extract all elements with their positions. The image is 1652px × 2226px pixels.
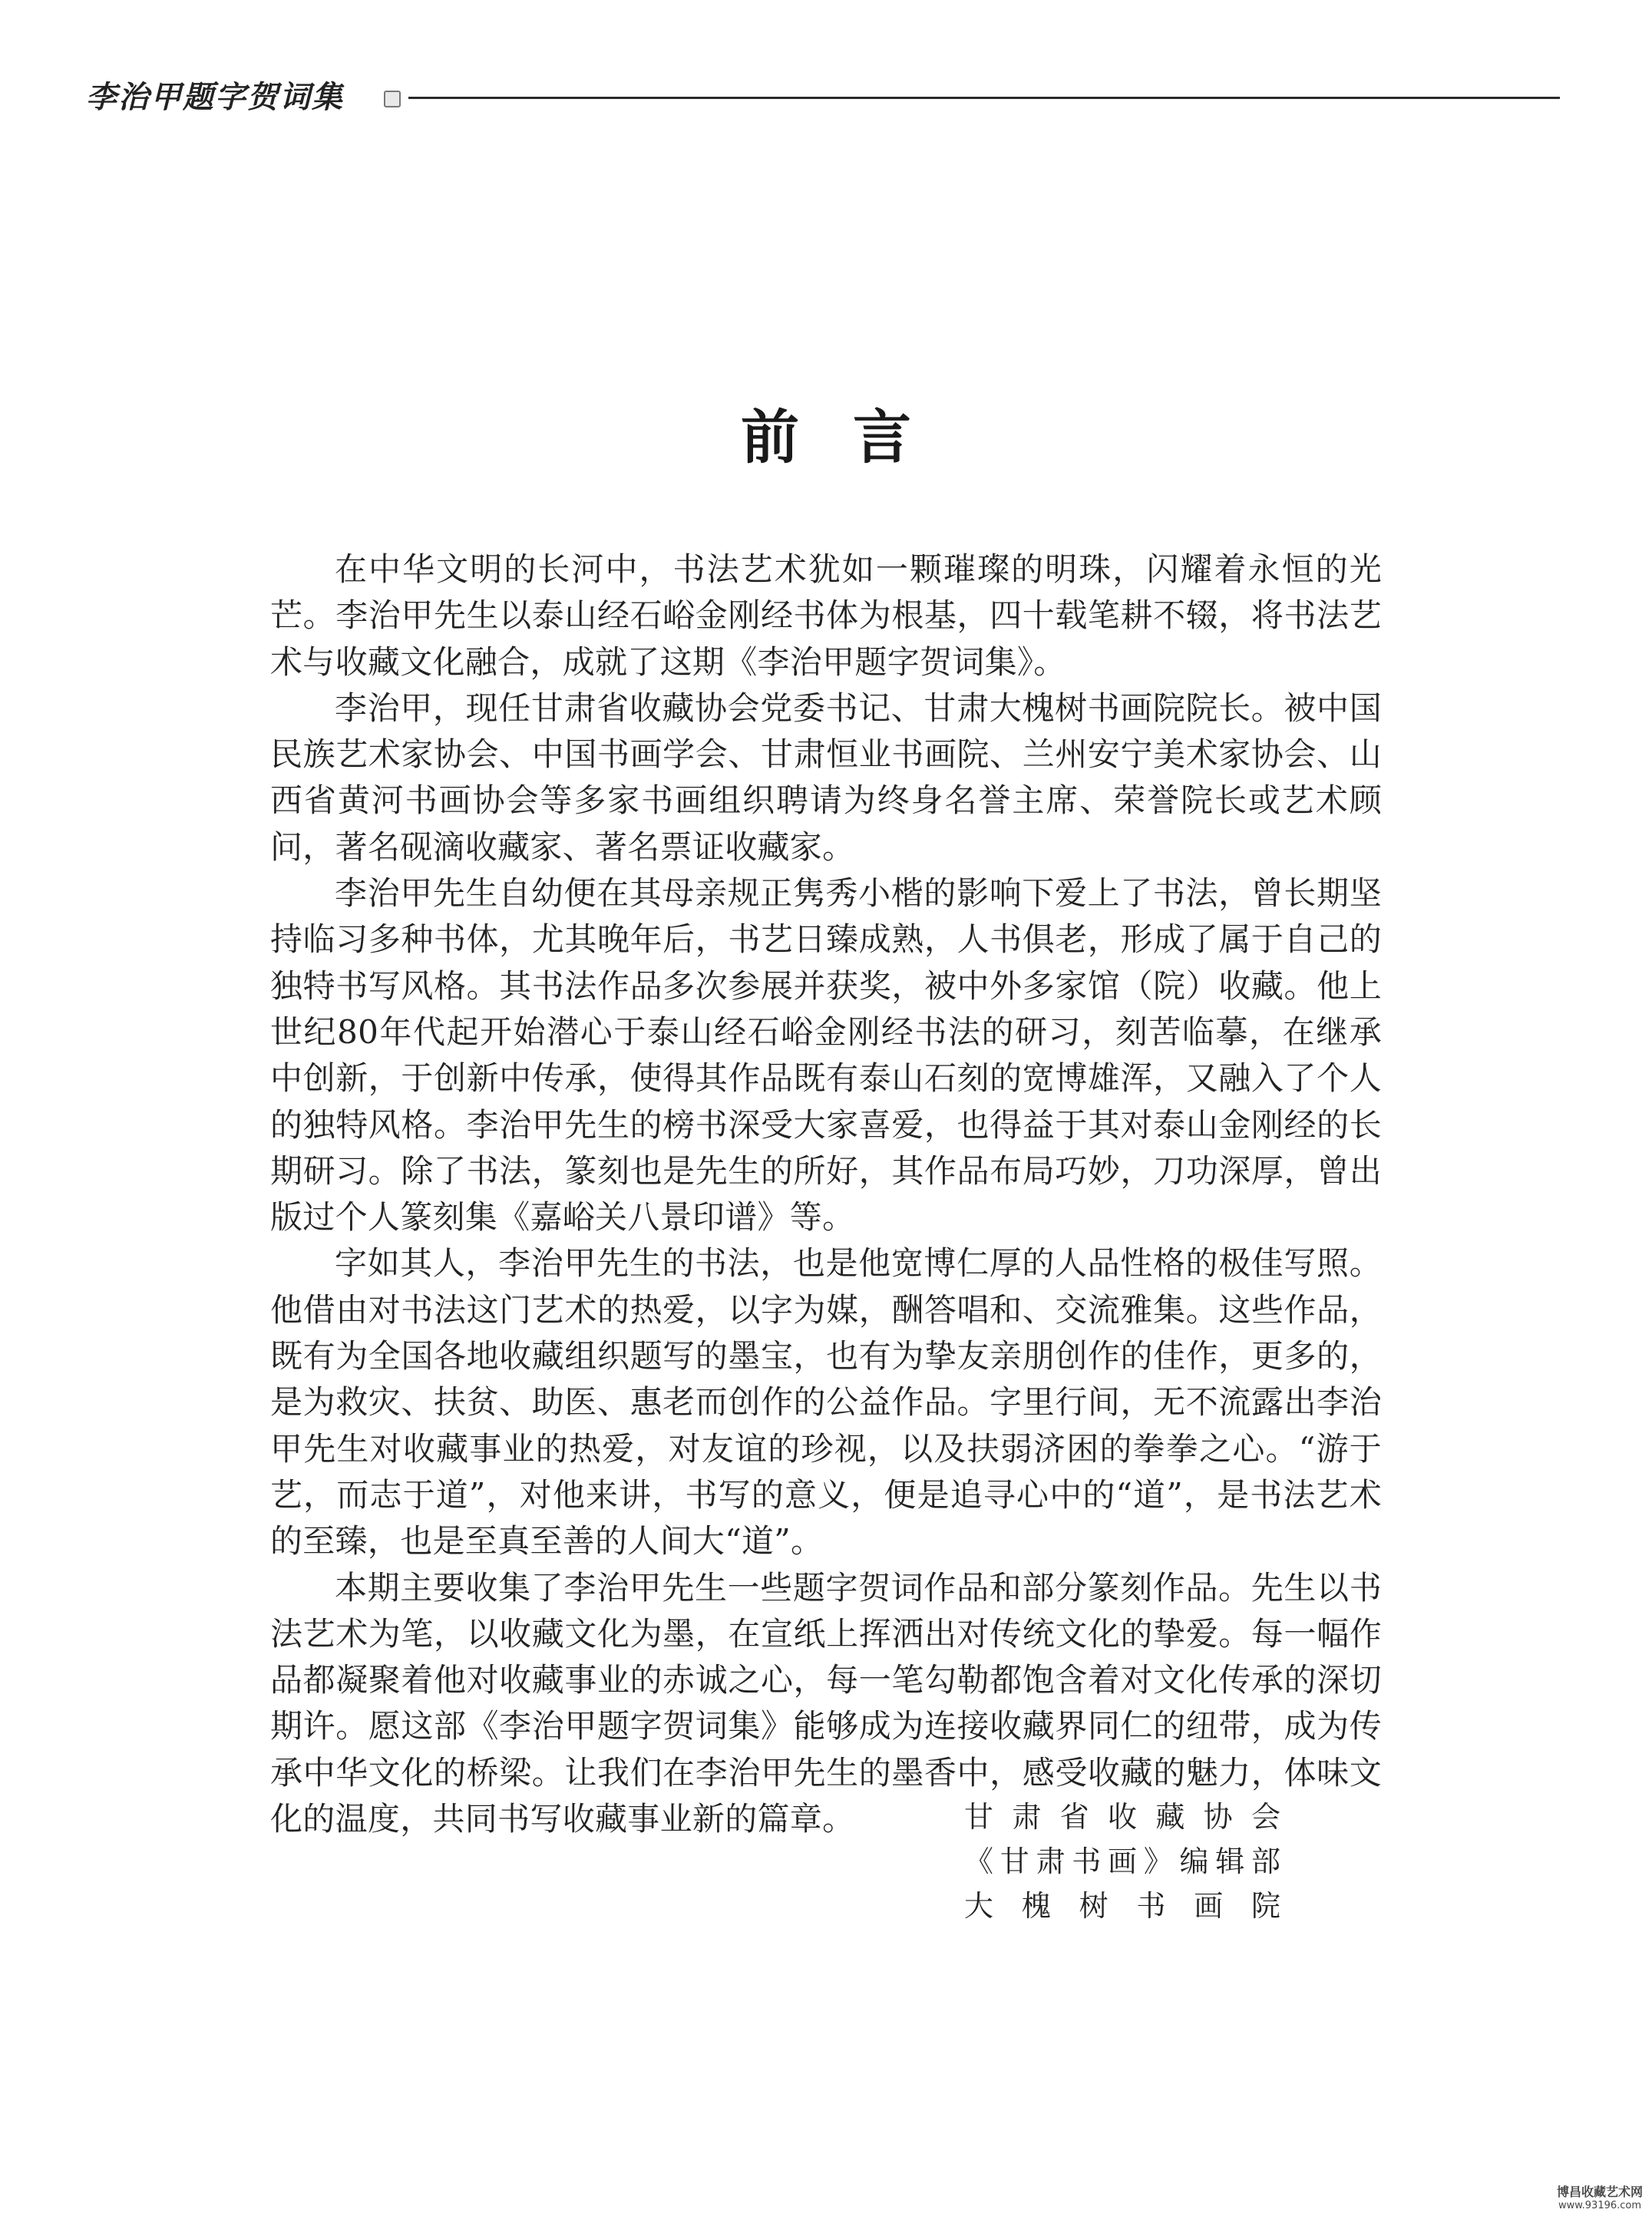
paragraph: 李治甲先生自幼便在其母亲规正隽秀小楷的影响下爱上了书法，曾长期坚持临习多种书体，尤其晚年后，书艺日臻成熟，人书俱老，形成了属于自己的独特书写风格。其书法作品多次参展并获奖，被中外多家馆（院）收藏。他上世纪80年代起开始潜心于泰山经石峪金刚经书法的研习，刻苦临摹，在继承中创新，于创新中传承，使得其作品既有泰山石刻的宽博雄浑，又融入了个人的独特风格。李治甲先生的榜书深受大家喜爱，也得益于其对泰山金刚经的长期研习。除了书法，篆刻也是先生的所好，其作品布局巧妙，刀功深厚，曾出版过个人篆刻集《嘉峪关八景印谱》等。 xyxy=(270,874,1382,1237)
signature-line: 甘肃省收藏协会 xyxy=(964,1800,1287,1834)
paragraph: 本期主要收集了李治甲先生一些题字贺词作品和部分篆刻作品。先生以书法艺术为笔，以收藏文化为墨，在宣纸上挥洒出对传统文化的挚爱。每一幅作品都凝聚着他对收藏事业的赤诚之心，每一笔勾勒都饱含着对文化传承的深切期许。愿这部《李治甲题字贺词集》能够成为连接收藏界同仁的纽带，成为传承中华文化的桥梁。让我们在李治甲先生的墨香中，感受收藏的魅力，体味文化的温度，共同书写收藏事业新的篇章。 xyxy=(270,1568,1382,1838)
signature-block xyxy=(964,1795,1287,1928)
book-title: 李治甲题字贺词集 xyxy=(86,80,344,115)
seal-icon xyxy=(384,91,401,107)
page-title: 前言 xyxy=(741,403,965,471)
paragraph: 在中华文明的长河中，书法艺术犹如一颗璀璨的明珠，闪耀着永恒的光芒。李治甲先生以泰山经石峪金刚经书体为根基，四十载笔耕不辍，将书法艺术与收藏文化融合，成就了这期《李治甲题字贺词集》。 xyxy=(270,550,1382,681)
signature-line: 大槐树书画院 xyxy=(964,1889,1287,1923)
watermark-url: www.93196.com xyxy=(1558,2200,1642,2211)
paragraph: 字如其人，李治甲先生的书法，也是他宽博仁厚的人品性格的极佳写照。他借由对书法这门艺术的热爱，以字为媒，酬答唱和、交流雅集。这些作品，既有为全国各地收藏组织题写的墨宝，也有为挚友亲朋创作的佳作，更多的，是为救灾、扶贫、助医、惠老而创作的公益作品。字里行间，无不流露出李治甲先生对收藏事业的热爱，对友谊的珍视，以及扶弱济困的拳拳之心。“游于艺，而志于道”，对他来讲，书写的意义，便是追寻心中的“道”，是书法艺术的至臻，也是至真至善的人间大“道”。 xyxy=(270,1244,1382,1561)
running-header xyxy=(86,71,1560,124)
signature-line: 《甘肃书画》编辑部 xyxy=(964,1845,1287,1878)
preface-body xyxy=(270,547,1382,1842)
paragraph: 李治甲，现任甘肃省收藏协会党委书记、甘肃大槐树书画院院长。被中国民族艺术家协会、中国书画学会、甘肃恒业书画院、兰州安宁美术家协会、山西省黄河书画协会等多家书画组织聘请为终身名誉主席、荣誉院长或艺术顾问，著名砚滴收藏家、著名票证收藏家。 xyxy=(270,689,1382,866)
header-rule xyxy=(408,97,1560,99)
watermark-site-name: 博昌收藏艺术网 xyxy=(1556,2185,1643,2199)
watermark xyxy=(1557,2185,1643,2212)
